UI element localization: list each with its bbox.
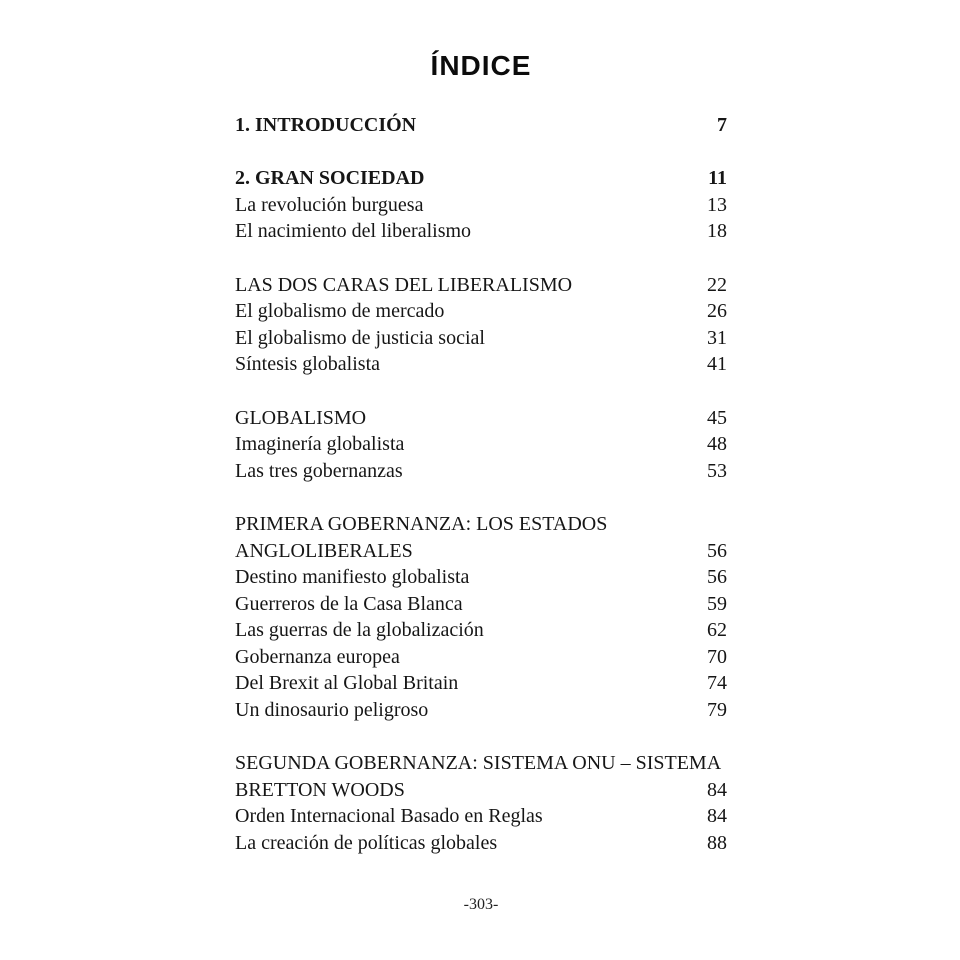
toc-entry-page: 45 <box>707 406 727 429</box>
toc-entry <box>235 670 727 697</box>
toc-entry-label: 2. GRAN SOCIEDAD <box>235 167 425 190</box>
page-title: ÍNDICE <box>430 50 532 81</box>
toc-entry <box>235 777 727 804</box>
toc-entry <box>235 511 727 538</box>
toc-entry <box>235 192 727 219</box>
toc-entry <box>235 538 727 565</box>
toc-entry-label: Síntesis globalista <box>235 353 380 376</box>
toc-group <box>235 112 727 139</box>
toc <box>235 112 727 883</box>
toc-entry <box>235 644 727 671</box>
toc-entry-page: 59 <box>707 592 727 615</box>
toc-entry-label: Gobernanza europea <box>235 645 400 668</box>
toc-entry-label: La creación de políticas globales <box>235 832 498 855</box>
toc-group <box>235 405 727 485</box>
toc-entry-page: 41 <box>707 353 727 376</box>
toc-entry-label: 1. INTRODUCCIÓN <box>235 114 417 136</box>
toc-entry-page: 22 <box>707 273 727 296</box>
toc-entry-label: Las tres gobernanzas <box>235 459 403 482</box>
toc-entry <box>235 405 727 432</box>
toc-entry <box>235 272 727 299</box>
toc-entry-page: 13 <box>707 193 727 216</box>
toc-entry-page: 56 <box>707 566 727 589</box>
toc-entry <box>235 325 727 352</box>
toc-entry-page: 48 <box>707 433 727 456</box>
toc-entry-label: Del Brexit al Global Britain <box>235 672 459 695</box>
toc-entry-page: 53 <box>707 459 727 482</box>
toc-entry-label: El nacimiento del liberalismo <box>235 220 472 243</box>
toc-entry <box>235 591 727 618</box>
toc-group <box>235 511 727 724</box>
toc-entry-label: Destino manifiesto globalista <box>235 566 470 589</box>
toc-entry <box>235 697 727 724</box>
toc-entry <box>235 458 727 485</box>
toc-entry-page: 31 <box>707 326 727 349</box>
toc-entry-label: El globalismo de mercado <box>235 300 445 323</box>
toc-entry-label: Orden Internacional Basado en Reglas <box>235 805 543 828</box>
toc-entry <box>235 564 727 591</box>
toc-entry <box>235 431 727 458</box>
toc-entry-page: 7 <box>717 114 727 136</box>
toc-group <box>235 272 727 378</box>
toc-entry-label: SEGUNDA GOBERNANZA: SISTEMA ONU – SISTEMA <box>235 752 722 775</box>
toc-entry-page: 70 <box>707 645 727 668</box>
toc-entry-label: Guerreros de la Casa Blanca <box>235 592 463 615</box>
toc-entry-label: ANGLOLIBERALES <box>235 539 413 562</box>
toc-entry-label: El globalismo de justicia social <box>235 326 485 349</box>
toc-entry <box>235 351 727 378</box>
toc-entry-label: Las guerras de la globalización <box>235 619 484 642</box>
toc-entry <box>235 830 727 857</box>
toc-entry-page: 11 <box>708 167 727 190</box>
toc-entry <box>235 803 727 830</box>
toc-entry <box>235 165 727 192</box>
toc-entry-label: LAS DOS CARAS DEL LIBERALISMO <box>235 273 573 296</box>
toc-group <box>235 165 727 245</box>
toc-entry-page: 74 <box>707 672 727 695</box>
toc-entry-label: GLOBALISMO <box>235 406 367 429</box>
toc-group <box>235 750 727 856</box>
toc-entry <box>235 750 727 777</box>
toc-entry-page: 62 <box>707 619 727 642</box>
toc-entry-page: 88 <box>707 832 727 855</box>
toc-entry <box>235 112 727 139</box>
toc-entry <box>235 218 727 245</box>
toc-entry-page: 56 <box>707 539 727 562</box>
toc-entry-page: 79 <box>707 699 727 722</box>
toc-entry-page: 84 <box>707 778 727 801</box>
toc-entry-label: Un dinosaurio peligroso <box>235 699 429 722</box>
page-number-footer: -303- <box>463 896 499 913</box>
toc-entry-label: La revolución burguesa <box>235 193 424 216</box>
toc-entry-label: BRETTON WOODS <box>235 778 405 801</box>
toc-entry-label: PRIMERA GOBERNANZA: LOS ESTADOS <box>235 512 608 535</box>
toc-entry-page: 18 <box>707 220 727 243</box>
toc-entry <box>235 298 727 325</box>
toc-entry-label: Imaginería globalista <box>235 433 405 456</box>
toc-entry-page: 84 <box>707 805 727 828</box>
toc-entry <box>235 617 727 644</box>
toc-entry-page: 26 <box>707 300 727 323</box>
